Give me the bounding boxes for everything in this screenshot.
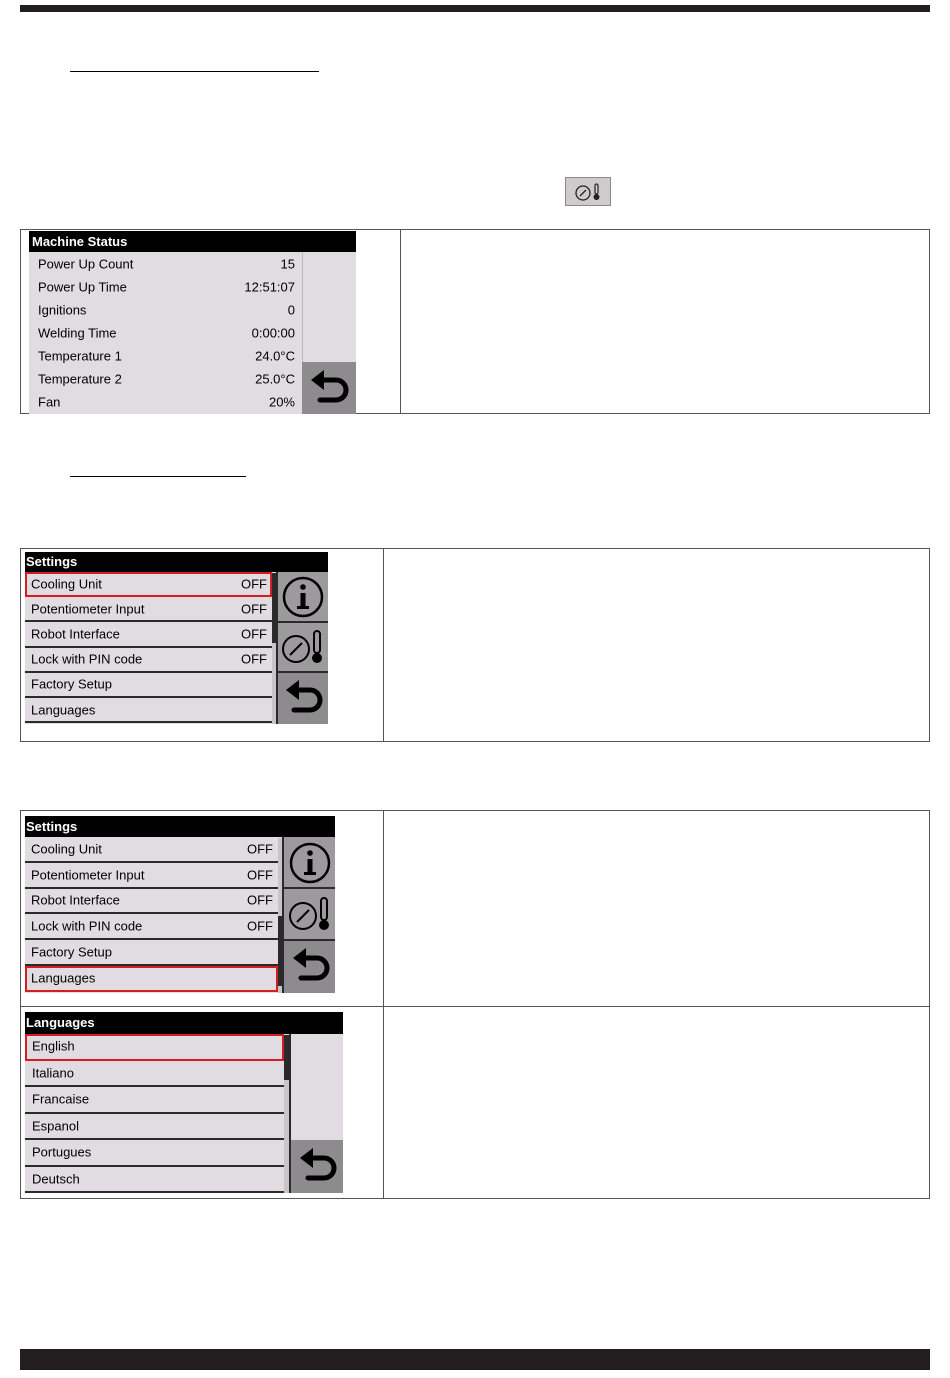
machine-status-side-button[interactable] [284,889,335,941]
language-item[interactable] [25,1167,284,1194]
settings-item-label: Robot Interface [31,626,120,642]
section-heading-underline-1 [70,71,319,72]
page-footer-bar [20,1349,930,1370]
settings-item[interactable] [25,940,278,966]
back-arrow-icon [278,673,328,724]
settings-item[interactable] [25,648,272,673]
settings-item-value: OFF [247,841,273,857]
status-row [29,252,302,275]
gauge-thermometer-icon [566,178,610,205]
language-label: Italiano [32,1065,74,1081]
machine-status-screen [29,231,356,414]
language-label: Francaise [32,1091,90,1107]
gauge-thermometer-icon [284,889,335,939]
settings-item-label: Factory Setup [31,676,112,692]
back-button[interactable] [302,362,356,414]
settings-item-label: Languages [31,970,96,986]
back-arrow-icon [284,941,335,993]
settings-item-label: Cooling Unit [31,841,102,857]
language-label: English [32,1038,75,1054]
languages-screen [25,1012,343,1193]
settings-item-label: Lock with PIN code [31,651,143,667]
settings-item[interactable] [25,914,278,940]
settings-screen-b [25,816,335,993]
settings-item[interactable] [25,622,272,647]
status-label: Ignitions [38,302,87,317]
status-row [29,344,302,367]
language-item[interactable] [25,1061,284,1088]
settings-item[interactable] [25,597,272,622]
settings-item-label: Lock with PIN code [31,918,143,934]
settings-item-label: Cooling Unit [31,576,102,592]
status-row [29,390,302,413]
settings-item[interactable] [25,889,278,915]
screen-title: Settings [25,816,335,837]
screen-title: Settings [25,552,328,572]
machine-status-button[interactable] [565,177,611,206]
screen-title: Languages [25,1012,343,1034]
status-value: 24.0°C [255,348,295,363]
settings-item-value: OFF [241,626,267,642]
status-value: 0 [287,302,295,317]
status-label: Temperature 2 [38,371,122,386]
language-item[interactable] [25,1140,284,1167]
status-label: Fan [38,394,61,409]
settings-item-label: Factory Setup [31,944,112,960]
back-arrow-icon [302,362,356,414]
language-item[interactable] [25,1114,284,1141]
status-value: 25.0°C [255,371,295,386]
language-label: Espanol [32,1118,79,1134]
settings-item-value: OFF [247,918,273,934]
info-button[interactable] [284,837,335,889]
settings-item[interactable] [25,863,278,889]
screen-title: Machine Status [29,231,356,252]
status-label: Power Up Time [38,279,127,294]
settings-item[interactable] [25,673,272,698]
back-button[interactable] [284,941,335,993]
settings-item-value: OFF [241,601,267,617]
settings-item-label: Languages [31,702,96,718]
language-item[interactable] [25,1087,284,1114]
status-value: 20% [268,394,295,409]
settings-item[interactable] [25,698,272,723]
status-value: 15 [280,256,295,271]
machine-status-side-button[interactable] [278,623,328,673]
settings-item-value: OFF [241,651,267,667]
language-label: Deutsch [32,1171,80,1187]
status-row [29,367,302,390]
status-row [29,321,302,344]
back-arrow-icon [291,1140,343,1193]
section-heading-underline-2 [70,476,246,477]
language-item[interactable] [25,1034,284,1061]
status-row [29,298,302,321]
settings-screen-a [25,552,328,724]
settings-item[interactable] [25,572,272,597]
info-icon [284,837,335,887]
info-icon [278,572,328,621]
settings-item[interactable] [25,966,278,992]
settings-item-value: OFF [241,576,267,592]
status-label: Temperature 1 [38,348,122,363]
status-value: 0:00:00 [251,325,295,340]
settings-item-value: OFF [247,867,273,883]
language-label: Portugues [32,1144,92,1160]
settings-item-label: Potentiometer Input [31,601,145,617]
back-button[interactable] [278,673,328,724]
back-button[interactable] [289,1140,343,1193]
status-value: 12:51:07 [244,279,295,294]
page-header-bar [20,5,930,12]
settings-item-value: OFF [247,892,273,908]
status-row [29,275,302,298]
status-label: Power Up Count [38,256,134,271]
settings-item-label: Potentiometer Input [31,867,145,883]
info-button[interactable] [278,572,328,623]
settings-item[interactable] [25,837,278,863]
settings-item-label: Robot Interface [31,892,120,908]
gauge-thermometer-icon [278,623,328,671]
status-label: Welding Time [38,325,117,340]
